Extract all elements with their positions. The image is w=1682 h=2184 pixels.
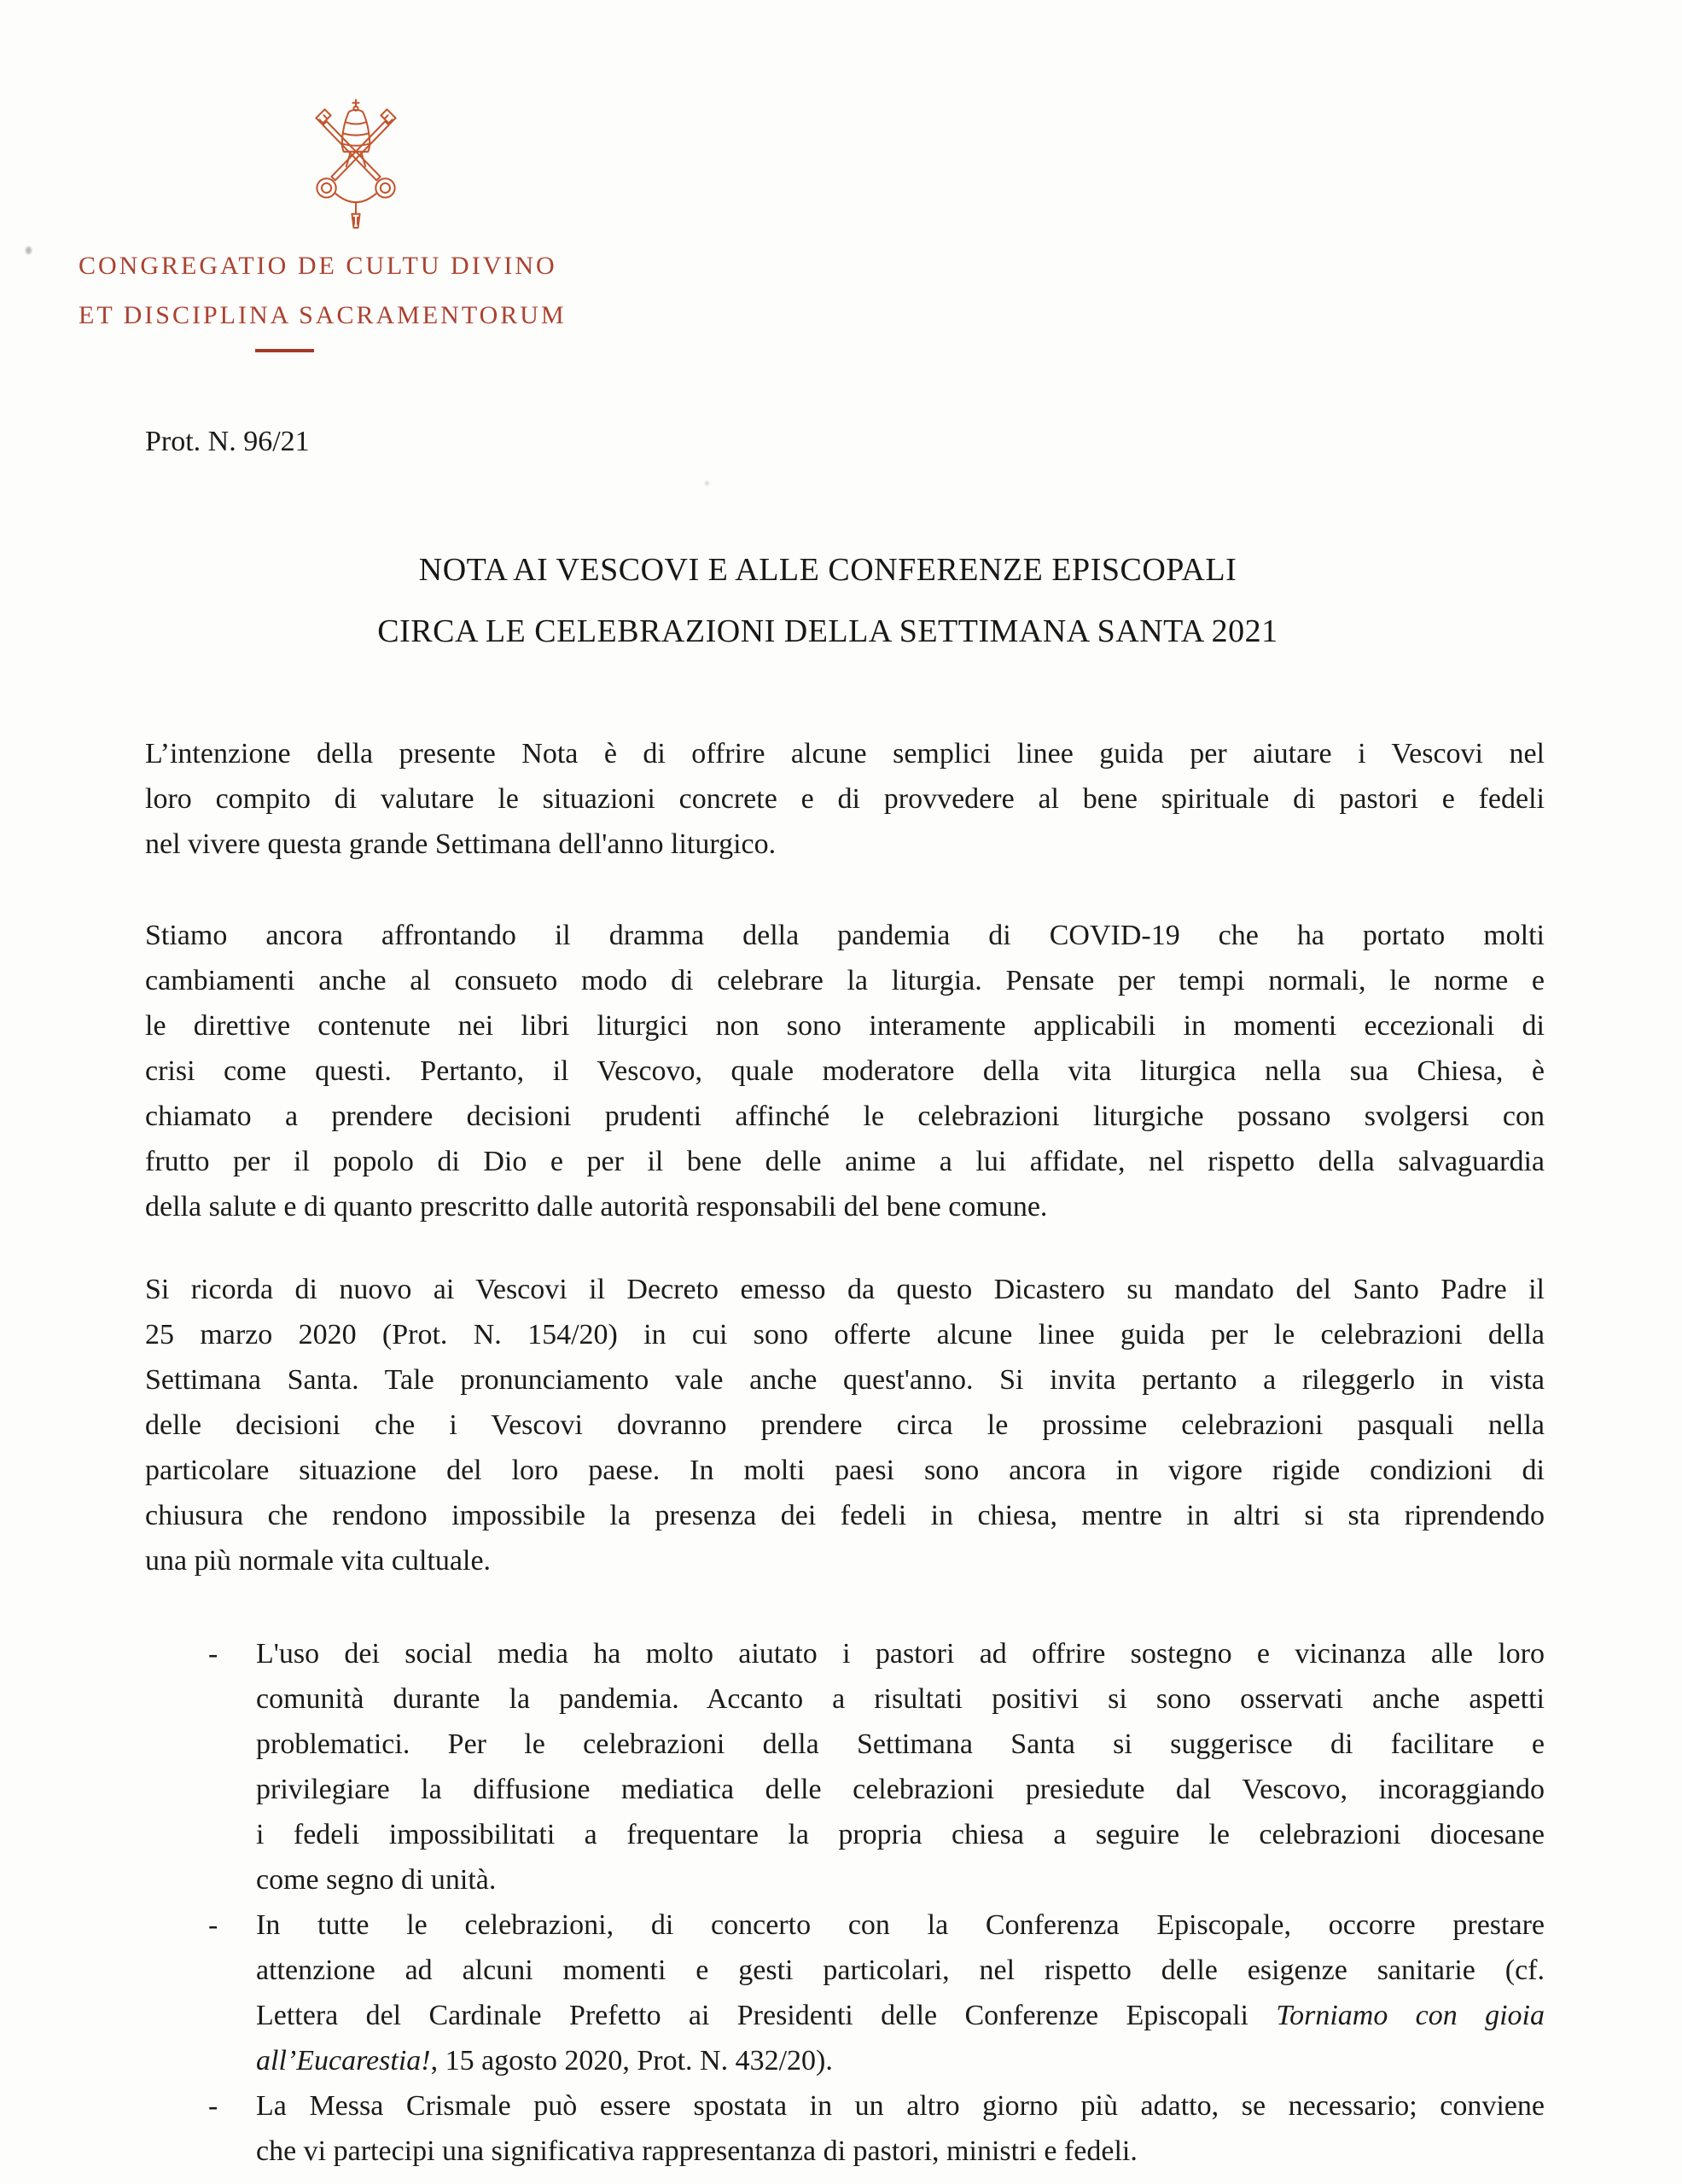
title-line1: NOTA AI VESCOVI E ALLE CONFERENZE EPISCOPALI — [418, 552, 1237, 588]
text-line: chiamato a prendere decisioni prudenti affinché le celebrazioni liturgiche possano svolgersi con — [145, 1101, 1545, 1132]
letterhead-rule — [255, 349, 314, 352]
text-line: particolare situazione del loro paese. In molti paesi sono ancora in vigore rigide condizioni di — [145, 1455, 1545, 1486]
text-line — [256, 1993, 1545, 2038]
text-line: delle decisioni che i Vescovi dovranno prendere circa le prossime celebrazioni pasquali nella — [145, 1409, 1545, 1441]
text-line: In tutte le celebrazioni, di concerto con la Conferenza Episcopale, occorre prestare — [256, 1909, 1545, 1941]
text-line: crisi come questi. Pertanto, il Vescovo, quale moderatore della vita liturgica nella sua Chiesa, è — [145, 1055, 1545, 1087]
title-line2: CIRCA LE CELEBRAZIONI DELLA SETTIMANA SANTA 2021 — [377, 613, 1278, 649]
text-line: le direttive contenute nei libri liturgici non sono interamente applicabili in momenti eccezionali di — [145, 1010, 1545, 1042]
bullet-list — [208, 1631, 1545, 2174]
text-line: una più normale vita cultuale. — [145, 1545, 492, 1577]
citation-italic: Torniamo con gioia — [1276, 2000, 1545, 2031]
bullet-dash: - — [208, 1909, 218, 1941]
text-line: problematici. Per le celebrazioni della Settimana Santa si suggerisce di facilitare e — [256, 1728, 1545, 1760]
text-line: Si ricorda di nuovo ai Vescovi il Decreto emesso da questo Dicastero su mandato del Santo Padre il — [145, 1274, 1545, 1305]
text-line: nel vivere questa grande Settimana dell'anno liturgico. — [145, 828, 777, 860]
text-line: La Messa Crismale può essere spostata in un altro giorno più adatto, se necessario; conviene — [256, 2090, 1545, 2122]
citation-roman: Lettera del Cardinale Prefetto ai Presidenti delle Conferenze Episcopali — [256, 2000, 1277, 2031]
text-line: Stiamo ancora affrontando il dramma della pandemia di COVID-19 che ha portato molti — [145, 920, 1545, 951]
text-line — [256, 2038, 1545, 2083]
bullet-dash: - — [208, 1638, 218, 1670]
text-line: 25 marzo 2020 (Prot. N. 154/20) in cui sono offerte alcune linee guida per le celebrazioni della — [145, 1319, 1545, 1350]
text-line: cambiamenti anche al consueto modo di celebrare la liturgia. Pensate per tempi normali, le norme e — [145, 965, 1545, 996]
bullet-dash: - — [208, 2090, 218, 2122]
paragraph-3 — [145, 1267, 1545, 1583]
letterhead — [79, 241, 567, 340]
text-line: frutto per il popolo di Dio e per il bene delle anime a lui affidate, nel rispetto della salvaguardia — [145, 1146, 1545, 1177]
citation-italic: all’Eucarestia! — [256, 2045, 431, 2077]
letterhead-line1: CONGREGATIO DE CULTU DIVINO — [79, 252, 557, 280]
text-line: Settimana Santa. Tale pronunciamento vale anche quest'anno. Si invita pertanto a rileggerlo in vista — [145, 1364, 1545, 1396]
text-line: privilegiare la diffusione mediatica delle celebrazioni presiedute dal Vescovo, incoraggiando — [256, 1774, 1545, 1805]
text-line: che vi partecipi una significativa rappresentanza di pastori, ministri e fedeli. — [256, 2135, 1138, 2167]
scan-speck — [705, 481, 709, 485]
text-line: L'uso dei social media ha molto aiutato i pastori ad offrire sostegno e vicinanza alle loro — [256, 1638, 1545, 1670]
citation-roman: , 15 agosto 2020, Prot. N. 432/20). — [430, 2045, 833, 2077]
text-line: comunità durante la pandemia. Accanto a risultati positivi si sono osservati anche aspetti — [256, 1683, 1545, 1715]
protocol-number: Prot. N. 96/21 — [145, 426, 310, 457]
text-line: i fedeli impossibilitati a frequentare la propria chiesa a seguire le celebrazioni diocesane — [256, 1819, 1545, 1850]
document-title — [0, 539, 1656, 662]
bullet-item-1 — [208, 1631, 1545, 1902]
text-line: loro compito di valutare le situazioni concrete e di provvedere al bene spirituale di pastori e fedeli — [145, 783, 1545, 815]
letterhead-line2: ET DISCIPLINA SACRAMENTORUM — [79, 301, 567, 329]
text-line: L’intenzione della presente Nota è di offrire alcune semplici linee guida per aiutare i Vescovi nel — [145, 738, 1545, 770]
bullet-item-2 — [208, 1902, 1545, 2083]
text-line: della salute e di quanto prescritto dalle autorità responsabili del bene comune. — [145, 1191, 1048, 1223]
paragraph-1 — [145, 731, 1545, 867]
scan-speck — [26, 247, 32, 254]
papal-tiara-crossed-keys-icon — [302, 99, 410, 230]
text-line: chiusura che rendono impossibile la presenza dei fedeli in chiesa, mentre in altri si sta riprendendo — [145, 1500, 1545, 1531]
text-line: come segno di unità. — [256, 1864, 497, 1896]
text-line: attenzione ad alcuni momenti e gesti particolari, nel rispetto delle esigenze sanitarie (cf. — [256, 1955, 1545, 1986]
bullet-item-3 — [208, 2083, 1545, 2174]
paragraph-2 — [145, 913, 1545, 1229]
